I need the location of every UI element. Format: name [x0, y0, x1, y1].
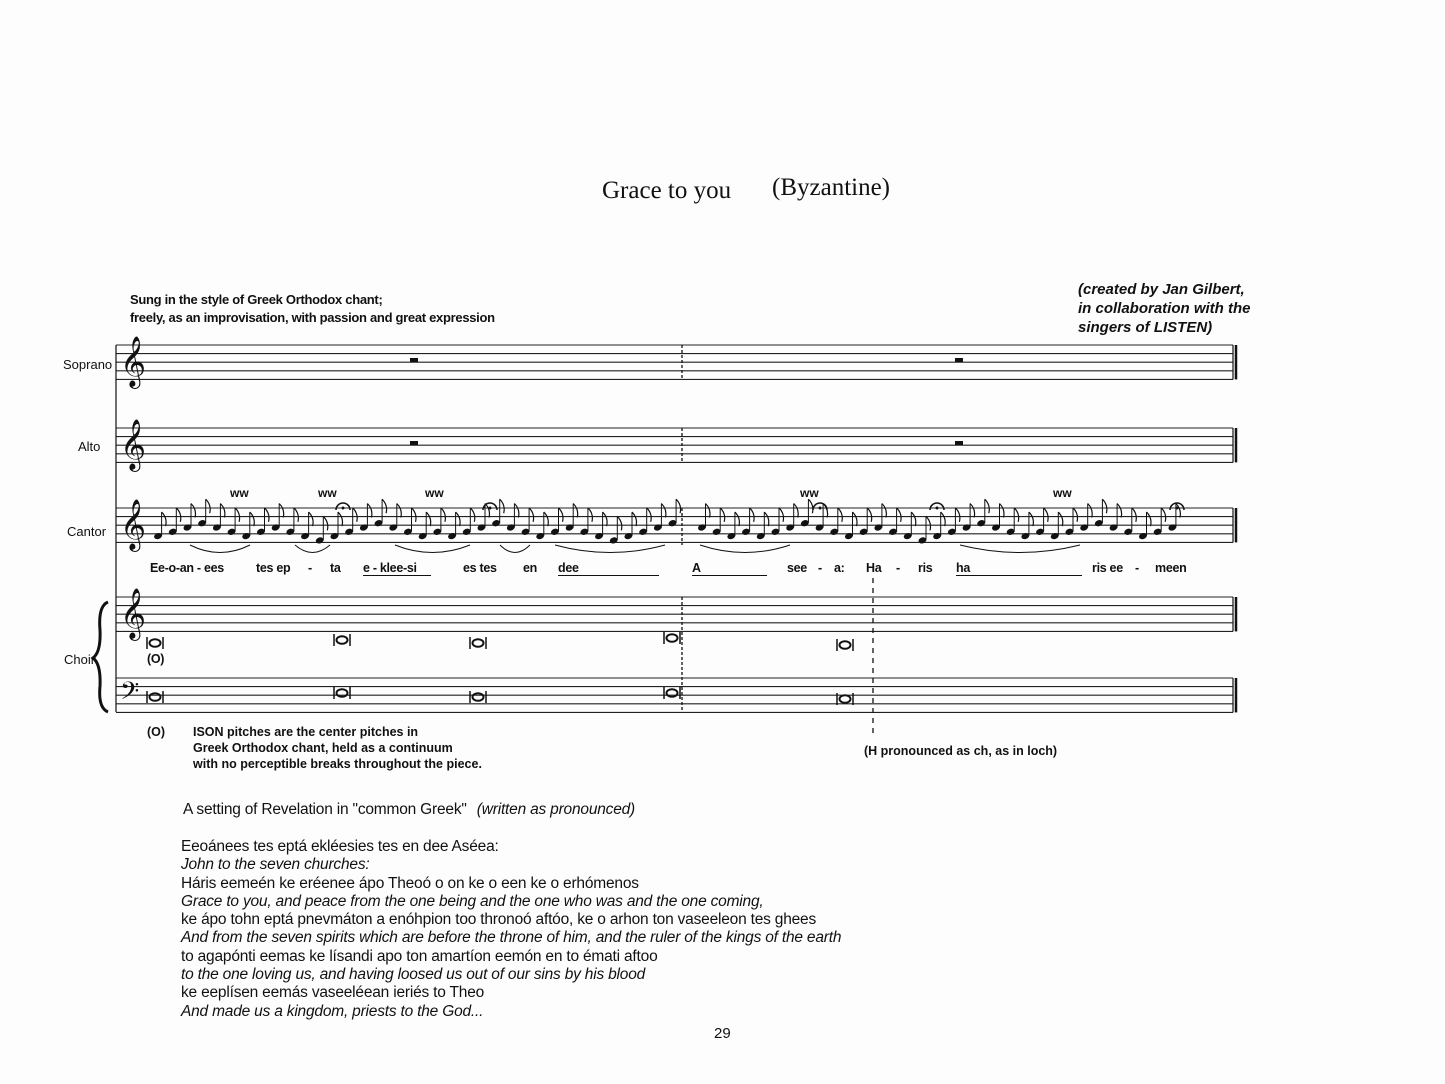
whole-rest — [955, 358, 963, 362]
text-line: ke eeplísen eemás vaseeléean ieriés to Theo — [181, 984, 485, 1002]
text-translation — [181, 838, 841, 1021]
choir-brace — [93, 602, 108, 712]
part-label-alto: Alto — [78, 439, 101, 454]
part-label-cantor: Cantor — [67, 524, 107, 539]
note-flag — [1147, 512, 1152, 526]
treble-clef: 𝄞 — [120, 587, 147, 639]
note-flag — [897, 508, 902, 522]
note-flag — [632, 512, 637, 526]
note-flag — [647, 508, 652, 522]
lyric-syllable: tes ep — [256, 561, 291, 575]
pronunciation-note: (H pronounced as ch, as in loch) — [864, 744, 1058, 758]
note-flag — [162, 512, 167, 526]
mordent-ornament: ww — [800, 486, 819, 500]
note-flag — [853, 512, 858, 526]
footnote — [193, 724, 482, 772]
slur — [960, 545, 1080, 553]
lyric-syllable: en — [523, 561, 537, 575]
credit-line: singers of LISTEN) — [1078, 319, 1213, 336]
note-flag — [176, 508, 181, 522]
lyric-syllable: Ha — [866, 561, 882, 575]
slur — [500, 545, 530, 553]
text-line: And from the seven spirits which are before the throne of him, and the ruler of the kings of the earth — [181, 929, 842, 947]
fermata-dot — [936, 507, 939, 510]
note-flag — [456, 512, 461, 526]
footnote-line: Greek Orthodox chant, held as a continuum — [193, 741, 453, 755]
page-number: 29 — [714, 1025, 731, 1042]
note-flag — [559, 508, 564, 522]
note-flag — [470, 508, 475, 522]
lyric-syllable: dee — [558, 561, 659, 576]
note-flag — [1073, 508, 1078, 522]
breve-note — [473, 639, 484, 647]
footnote-line: ISON pitches are the center pitches in — [193, 725, 419, 739]
note-flag — [1117, 504, 1122, 518]
breve-note — [667, 634, 678, 642]
treble-clef: 𝄞 — [120, 498, 147, 550]
note-flag — [220, 504, 225, 518]
note-flag — [794, 504, 799, 518]
text-line: ke ápo tohn eptá pnevmáton a enóhpion too thronoó aftóo, ke o arhon ton vaseeleon tes ghees — [181, 911, 817, 929]
mordent-ornament: ww — [318, 486, 337, 500]
treble-clef: 𝄞 — [120, 418, 147, 470]
note-flag — [911, 512, 916, 526]
note-flag — [279, 504, 284, 518]
credit-line: in collaboration with the — [1078, 300, 1251, 317]
note-flag — [1176, 504, 1181, 518]
note-flag — [764, 512, 769, 526]
note-flag — [235, 508, 240, 522]
note-flag — [367, 504, 372, 518]
note-flag — [1044, 508, 1049, 522]
slur — [295, 545, 330, 553]
text-line: John to the seven churches: — [181, 856, 370, 874]
note-flag — [1102, 499, 1107, 513]
note-flag — [676, 499, 681, 513]
mordent-ornament: ww — [230, 486, 249, 500]
lyric-syllable: A — [692, 561, 767, 576]
setting-heading-note: (written as pronounced) — [476, 801, 636, 818]
note-flag — [661, 504, 666, 518]
note-flag — [808, 499, 813, 513]
breve-note — [840, 695, 851, 703]
setting-heading — [183, 801, 635, 819]
credit — [1078, 280, 1251, 337]
page-subtitle: (Byzantine) — [772, 174, 891, 201]
note-flag — [588, 508, 593, 522]
lyric-syllable: Ee-o-an - ees — [150, 561, 224, 575]
note-flag — [867, 508, 872, 522]
breve-note — [473, 693, 484, 701]
breve-note — [840, 641, 851, 649]
lyric-syllable: es tes — [463, 561, 497, 575]
note-flag — [882, 504, 887, 518]
note-flag — [250, 512, 255, 526]
text-line: to the one loving us, and having loosed us out of our sins by his blood — [181, 966, 646, 984]
lyric-syllable: - — [818, 561, 822, 575]
note-flag — [544, 512, 549, 526]
note-flag — [514, 504, 519, 518]
slur — [190, 545, 250, 553]
performance-instruction: freely, as an improvisation, with passion and great expression — [130, 310, 495, 325]
note-flag — [603, 512, 608, 526]
note-flag — [412, 508, 417, 522]
whole-rest — [410, 358, 418, 362]
text-line: Háris eemeén ke eréenee ápo Theoó o on ke o een ke o erhómenos — [181, 874, 639, 892]
note-flag — [441, 508, 446, 522]
note-flag — [573, 504, 578, 518]
note-flag — [735, 512, 740, 526]
breve-note — [337, 636, 348, 644]
lyric-syllable: ha — [956, 561, 1082, 576]
note-flag — [985, 499, 990, 513]
slur — [395, 545, 470, 553]
note-flag — [1161, 508, 1166, 522]
note-flag — [500, 499, 505, 513]
whole-rest — [955, 441, 963, 445]
part-label-choir: Choir — [64, 652, 96, 667]
note-flag — [1014, 508, 1019, 522]
note-flag — [955, 508, 960, 522]
note-flag — [1058, 512, 1063, 526]
fermata-dot — [342, 507, 345, 510]
setting-heading-text: A setting of Revelation in "common Greek" — [183, 801, 467, 818]
part-label-soprano: Soprano — [63, 357, 113, 372]
footnote-mark: (O) — [147, 725, 166, 739]
breve-note — [150, 693, 161, 701]
fermata-dot — [819, 507, 822, 510]
lyric-syllable: - — [1135, 561, 1139, 575]
note-flag — [750, 508, 755, 522]
note-flag — [720, 508, 725, 522]
note-flag — [1000, 504, 1005, 518]
text-line: And made us a kingdom, priests to the God... — [181, 1002, 484, 1020]
note-flag — [941, 512, 946, 526]
text-line: Grace to you, and peace from the one being and the one who was and the one coming, — [181, 892, 764, 910]
note-flag — [265, 508, 270, 522]
note-flag — [1029, 512, 1034, 526]
note-flag — [426, 512, 431, 526]
note-flag — [970, 504, 975, 518]
note-flag — [206, 499, 211, 513]
note-flag — [382, 499, 387, 513]
lyric-syllable: a: — [834, 561, 845, 575]
fermata-dot — [1176, 507, 1179, 510]
note-flag — [926, 516, 931, 530]
note-flag — [838, 508, 843, 522]
performance-instruction: Sung in the style of Greek Orthodox chant; — [130, 292, 383, 307]
note-flag — [529, 508, 534, 522]
lyric-syllable: ris — [918, 561, 933, 575]
lyric-syllable: e - klee-si — [363, 561, 431, 576]
note-flag — [617, 516, 622, 530]
breve-note — [150, 639, 161, 647]
mordent-ornament: ww — [425, 486, 444, 500]
whole-rest — [410, 441, 418, 445]
mordent-ornament: ww — [1053, 486, 1072, 500]
note-flag — [706, 504, 711, 518]
note-flag — [191, 504, 196, 518]
lyric-syllable: ris ee — [1092, 561, 1123, 575]
lyric-syllable: ta — [330, 561, 341, 575]
footnote-line: with no perceptible breaks throughout the piece. — [193, 757, 482, 771]
ison-mark: (O) — [147, 652, 165, 666]
text-line: to agapónti eemas ke lísandi apo ton amartíon eemón en to émati aftoo — [181, 947, 658, 965]
note-flag — [1088, 504, 1093, 518]
treble-clef: 𝄞 — [120, 335, 147, 387]
fermata-dot — [489, 507, 492, 510]
credit-line: (created by Jan Gilbert, — [1078, 281, 1245, 298]
lyric-syllable: see — [787, 561, 807, 575]
note-flag — [294, 508, 299, 522]
slur — [555, 545, 665, 553]
lyric-syllable: - — [308, 561, 312, 575]
note-flag — [353, 508, 358, 522]
bass-clef: 𝄢 — [120, 676, 140, 712]
note-flag — [1132, 508, 1137, 522]
note-flag — [338, 512, 343, 526]
slur — [700, 545, 790, 553]
note-flag — [779, 508, 784, 522]
note-flag — [309, 512, 314, 526]
note-flag — [323, 516, 328, 530]
text-line: Eeoánees tes eptá ekléesies tes en dee Aséea: — [181, 838, 499, 855]
lyric-syllable: meen — [1155, 561, 1187, 575]
note-flag — [397, 504, 402, 518]
page-title: Grace to you — [602, 177, 732, 204]
note-flag — [485, 504, 490, 518]
lyric-syllable: - — [896, 561, 900, 575]
